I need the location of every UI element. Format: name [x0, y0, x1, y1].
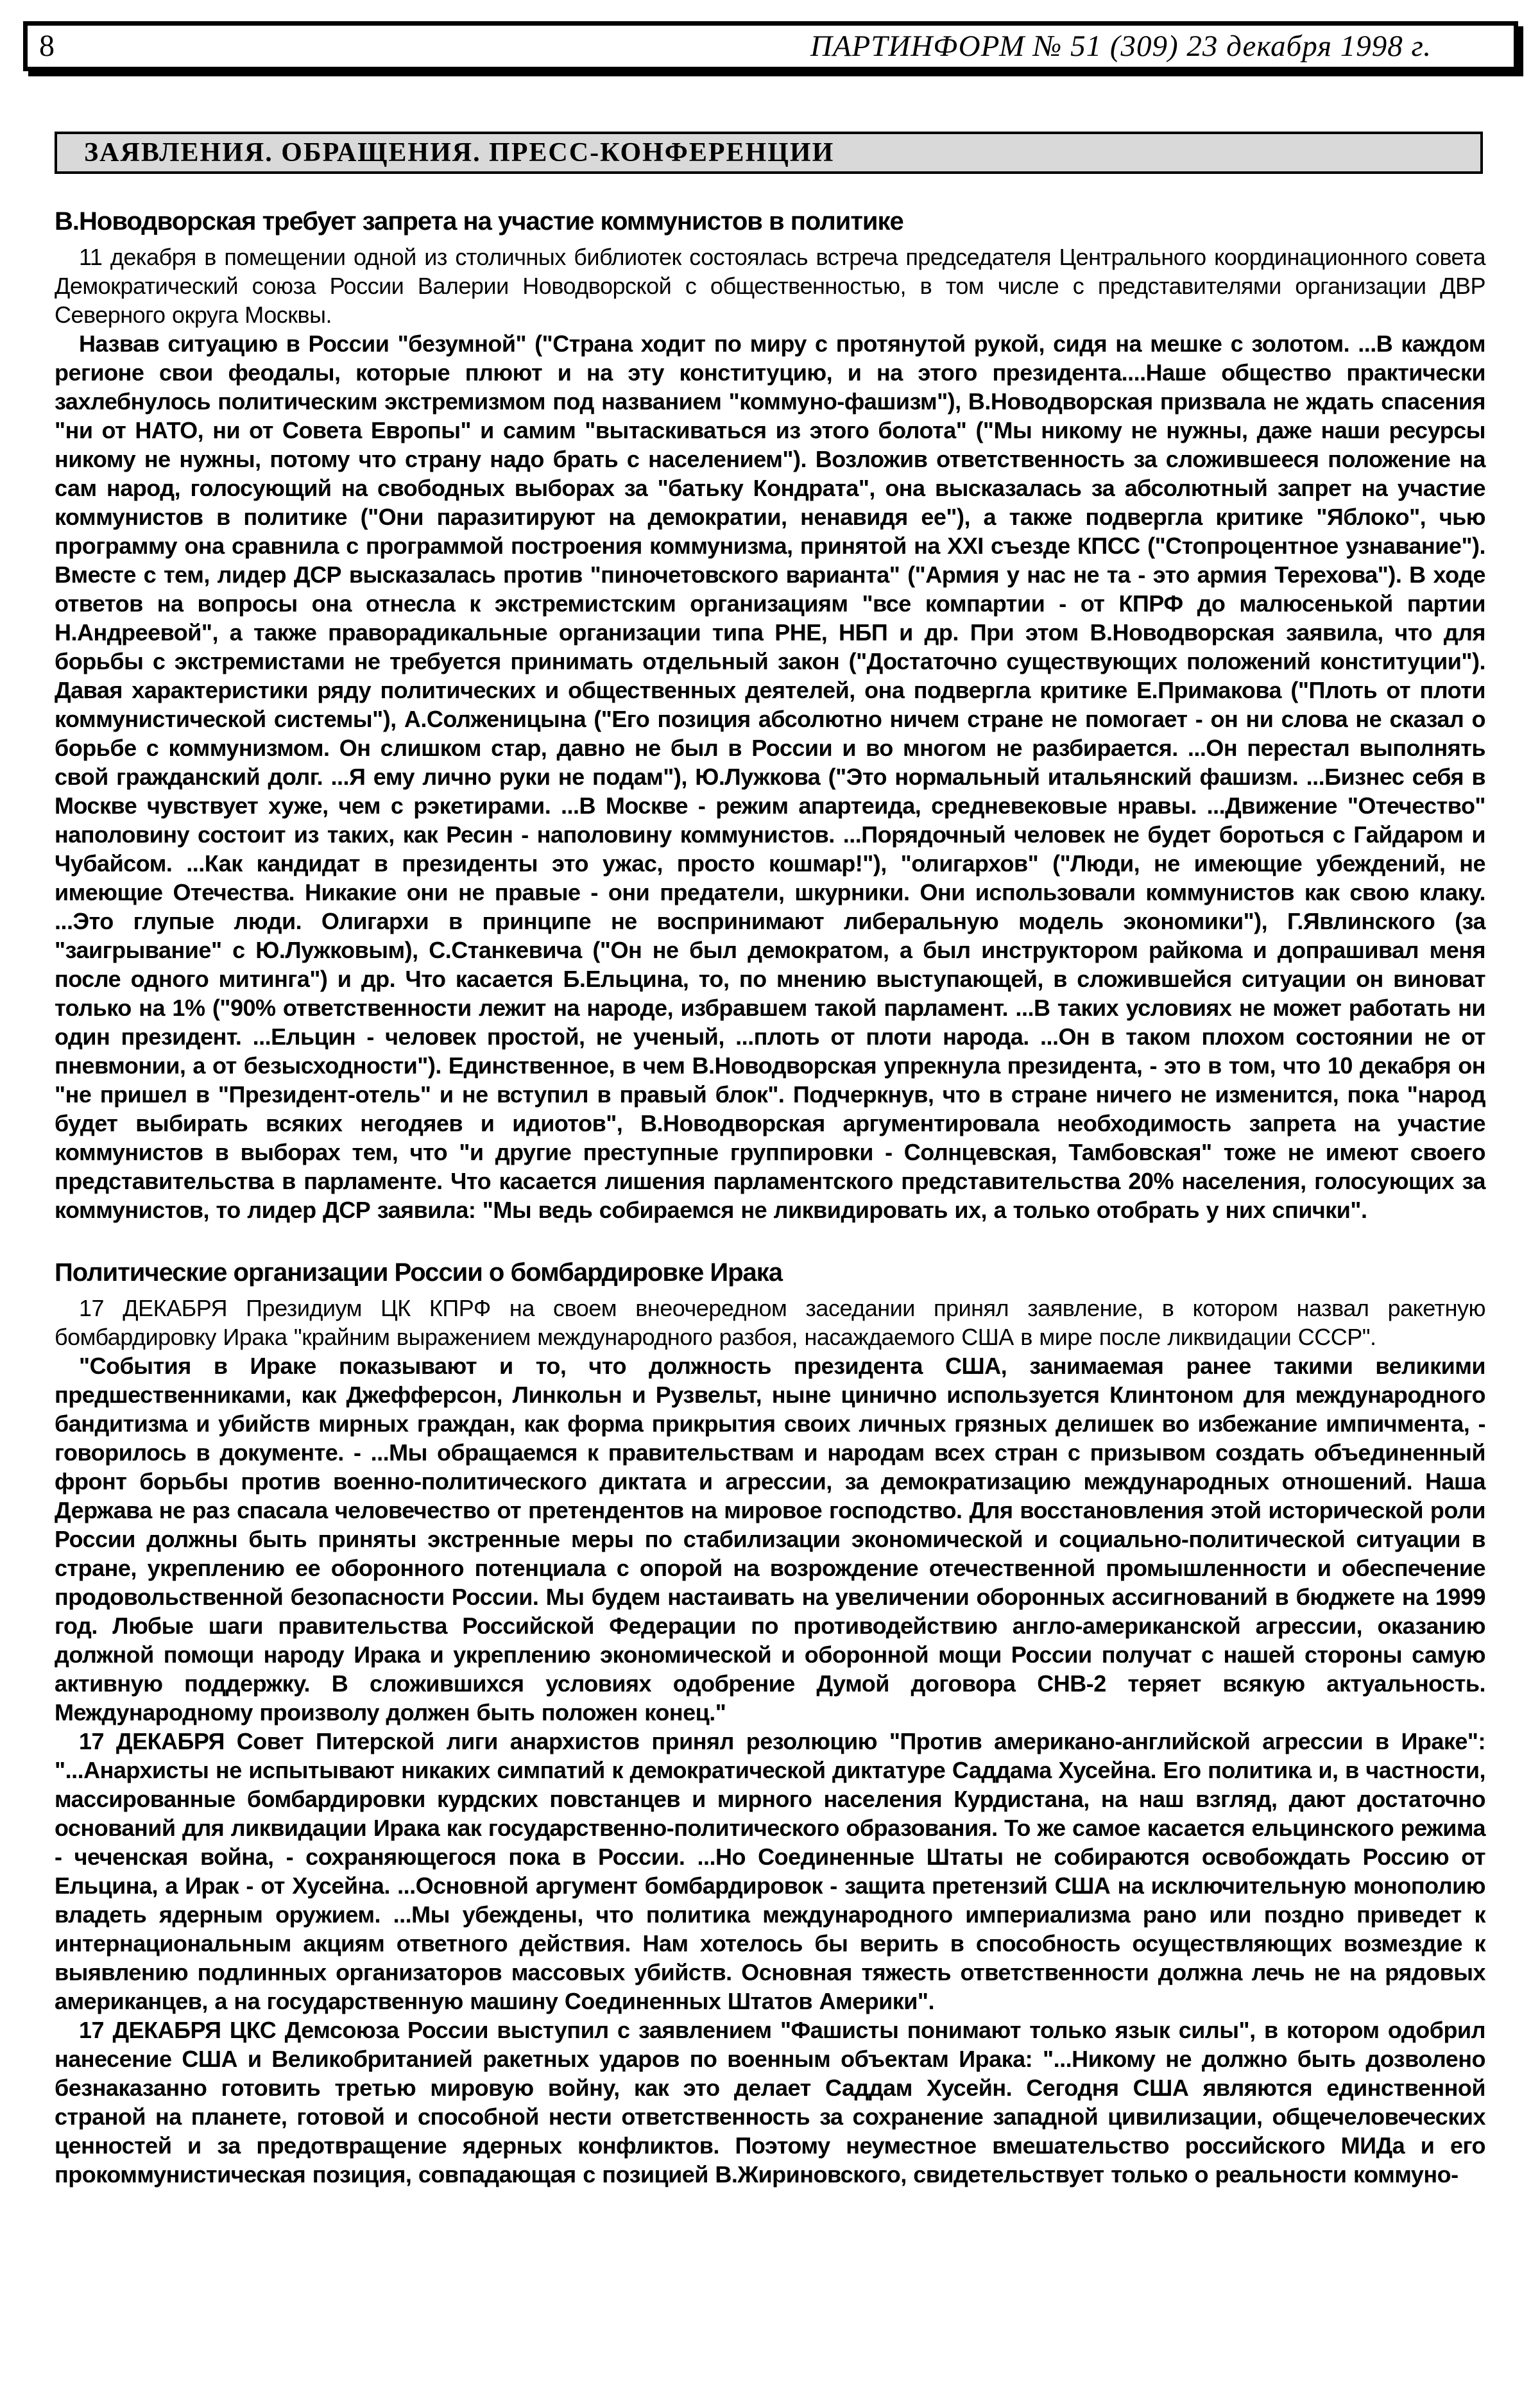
article-lead-paragraph: 17 ДЕКАБРЯ Президиум ЦК КПРФ на своем внеочередном заседании принял заявление, в котором назвал ракетную бомбардировку Ирака "крайним выражением международного разбоя, насаждаемого США в мире после ликвидации СССР". — [55, 1295, 1485, 1350]
page-header-bar — [23, 21, 1518, 71]
article-body-paragraph: 17 ДЕКАБРЯ ЦКС Демсоюза России выступил с заявлением "Фашисты понимают только язык силы", в котором одобрил нанесение США и Великобританией ракетных ударов по военным объектам Ирака: "...Никому не должно быть дозволено безнаказанно готовить третью мировую войну, как это делает Саддам Хусейн. Сегодня США являются единственной страной на планете, готовой и способной нести ответственность за сохранение западной цивилизации, общечеловеческих ценностей и за предотвращение ядерных конфликтов. Поэтому неуместное вмешательство российского МИДа и его прокоммунистическая позиция, совпадающая с позицией В.Жириновского, свидетельствует только о реальности коммуно- — [55, 2017, 1485, 2188]
article-title: Политические организации России о бомбардировке Ирака — [55, 1258, 783, 1287]
article-body-paragraph: "События в Ираке показывают и то, что должность президента США, занимаемая ранее такими великими предшественниками, как Джефферсон, Линкольн и Рузвельт, ныне цинично используется Клинтоном для международного бандитизма и убийств мирных граждан, как форма прикрытия своих личных грязных делишек во избежание импичмента, - говорилось в документе. - ...Мы обращаемся к правительствам и народам всех стран с призывом создать объединенный фронт борьбы против военно-политического диктата и агрессии, за демократизацию международных отношений. Наша Держава не раз спасала человечество от претендентов на мировое господство. Для восстановления этой исторической роли России должны быть приняты экстренные меры по стабилизации экономической и социально-политической ситуации в стране, укреплению ее оборонного потенциала с опорой на возрождение отечественной промышленности и обеспечение продовольственной безопасности России. Мы будем настаивать на увеличении оборонных ассигнований в бюджете на 1999 год. Любые шаги правительства Российской Федерации по противодействию англо-американской агрессии, оказанию должной помощи народу Ирака и укреплению экономической и оборонной мощи России получат с нашей стороны самую активную поддержку. В сложившихся условиях одобрение Думой договора СНВ-2 теряет всякую актуальность. Международному произволу должен быть положен конец." — [55, 1353, 1485, 1726]
article-novodvorskaya — [55, 207, 1485, 1224]
article-lead-paragraph: 11 декабря в помещении одной из столичных библиотек состоялась встреча председателя Центрального координационного совета Демократический союза России Валерии Новодворской с общественностью, в том числе с представителями организации ДВР Северного округа Москвы. — [55, 244, 1485, 328]
page-number: 8 — [39, 29, 55, 63]
article-body-paragraph: 17 ДЕКАБРЯ Совет Питерской лиги анархистов принял резолюцию "Против американо-английской агрессии в Ираке": "...Анархисты не испытывают никаких симпатий к демократической диктатуре Саддама Хусейна. Его политика и, в частности, массированные бомбардировки курдских повстанцев и мирного населения Курдистана, на наш взгляд, дают достаточно оснований для ликвидации Ирака как государственно-политического образования. То же самое касается ельцинского режима - чеченская война, - сохраняющегося пока в России. ...Но Соединенные Штаты не собираются освобождать Россию от Ельцина, а Ирак - от Хусейна. ...Основной аргумент бомбардировок - защита претензий США на исключительную монополию владеть ядерным оружием. ...Мы убеждены, что политика международного империализма рано или поздно приведет к интернациональным акциям ответного действия. Нам хотелось бы верить в способность осуществляющих возмездие к выявлению подлинных организаторов массовых убийств. Основная тяжесть ответственности должна лечь не на рядовых американцев, а на государственную машину Соединенных Штатов Америки". — [55, 1728, 1485, 2014]
section-banner — [55, 132, 1483, 174]
page-content — [55, 207, 1485, 2189]
section-banner-title: ЗАЯВЛЕНИЯ. ОБРАЩЕНИЯ. ПРЕСС-КОНФЕРЕНЦИИ — [84, 138, 835, 167]
article-body-paragraph: Назвав ситуацию в России "безумной" ("Страна ходит по миру с протянутой рукой, сидя на мешке с золотом. ...В каждом регионе свои феодалы, которые плюют и на эту конституцию, и на этого президента....Наше общество практически захлебнулось политическим экстремизмом под названием "коммуно-фашизм"), В.Новодворская призвала не ждать спасения "ни от НАТО, ни от Совета Европы" и самим "вытаскиваться из этого болота" ("Мы никому не нужны, даже наши ресурсы никому не нужны, потому что страну надо брать с населением"). Возложив ответственность за сложившееся положение на сам народ, голосующий на свободных выборах за "батьку Кондрата", она высказалась за абсолютный запрет на участие коммунистов в политике ("Они паразитируют на демократии, ненавидя ее"), а также подвергла критике "Яблоко", чью программу она сравнила с программой построения коммунизма, принятой на XXI съезде КПСС ("Стопроцентное узнавание"). Вместе с тем, лидер ДСР высказалась против "пиночетовского варианта" ("Армия у нас не та - это армия Терехова"). В ходе ответов на вопросы она отнесла к экстремистским организациям "все компартии - от КПРФ до малюсенькой партии Н.Андреевой", а также праворадикальные организации типа РНЕ, НБП и др. При этом В.Новодворская заявила, что для борьбы с экстремистами не требуется принимать отдельный закон ("Достаточно существующих положений конституции"). Давая характеристики ряду политических и общественных деятелей, она подвергла критике Е.Примакова ("Плоть от плоти коммунистической системы"), А.Солженицына ("Его позиция абсолютно ничем стране не помогает - он ни слова не сказал о борьбе с коммунизмом. Он слишком стар, давно не был в России и во многом не разбирается. ...Он перестал выполнять свой гражданский долг. ...Я ему лично руки не подам"), Ю.Лужкова ("Это нормальный итальянский фашизм. ...Бизнес себя в Москве чувствует хуже, чем с рэкетирами. ...В Москве - режим апартеида, средневековые нравы. ...Движение "Отечество" наполовину состоит из таких, как Ресин - наполовину коммунистов. ...Порядочный человек не будет бороться с Гайдаром и Чубайсом. ...Как кандидат в президенты это ужас, просто кошмар!"), "олигархов" ("Люди, не имеющие убеждений, не имеющие Отечества. Никакие они не правые - они предатели, шкурники. Они использовали коммунистов как свою клаку. ...Это глупые люди. Олигархи в принципе не воспринимают либеральную модель экономики"), Г.Явлинского (за "заигрывание" с Ю.Лужковым), С.Станкевича ("Он не был демократом, а был инструктором райкома и допрашивал меня после одного митинга") и др. Что касается Б.Ельцина, то, по мнению выступающей, в сложившейся ситуации он виноват только на 1% ("90% ответственности лежит на народе, избравшем такой парламент. ...В таких условиях не может работать ни один президент. ...Ельцин - человек простой, не ученый, ...плоть от плоти народа. ...Он в таком плохом состоянии не от пневмонии, а от безысходности"). Единственное, в чем В.Новодворская упрекнула президента, - это в том, что 10 декабря он "не пришел в "Президент-отель" и не вступил в правый блок". Подчеркнув, что в стране ничего не изменится, пока "народ будет выбирать всяких негодяев и идиотов", В.Новодворская аргументировала необходимость запрета на участие коммунистов в выборах тем, что "и другие преступные группировки - Солнцевская, Тамбовская" тоже не имеют своего представительства в парламенте. Что касается лишения парламентского представительства 20% населения, голосующих за коммунистов, то лидер ДСР заявила: "Мы ведь собираемся не ликвидировать их, а только отобрать у них спички". — [55, 330, 1485, 1223]
article-iraq-bombing — [55, 1258, 1485, 2189]
journal-title: ПАРТИНФОРМ № 51 (309) 23 декабря 1998 г. — [810, 29, 1432, 63]
article-title: В.Новодворская требует запрета на участие коммунистов в политике — [55, 207, 903, 236]
